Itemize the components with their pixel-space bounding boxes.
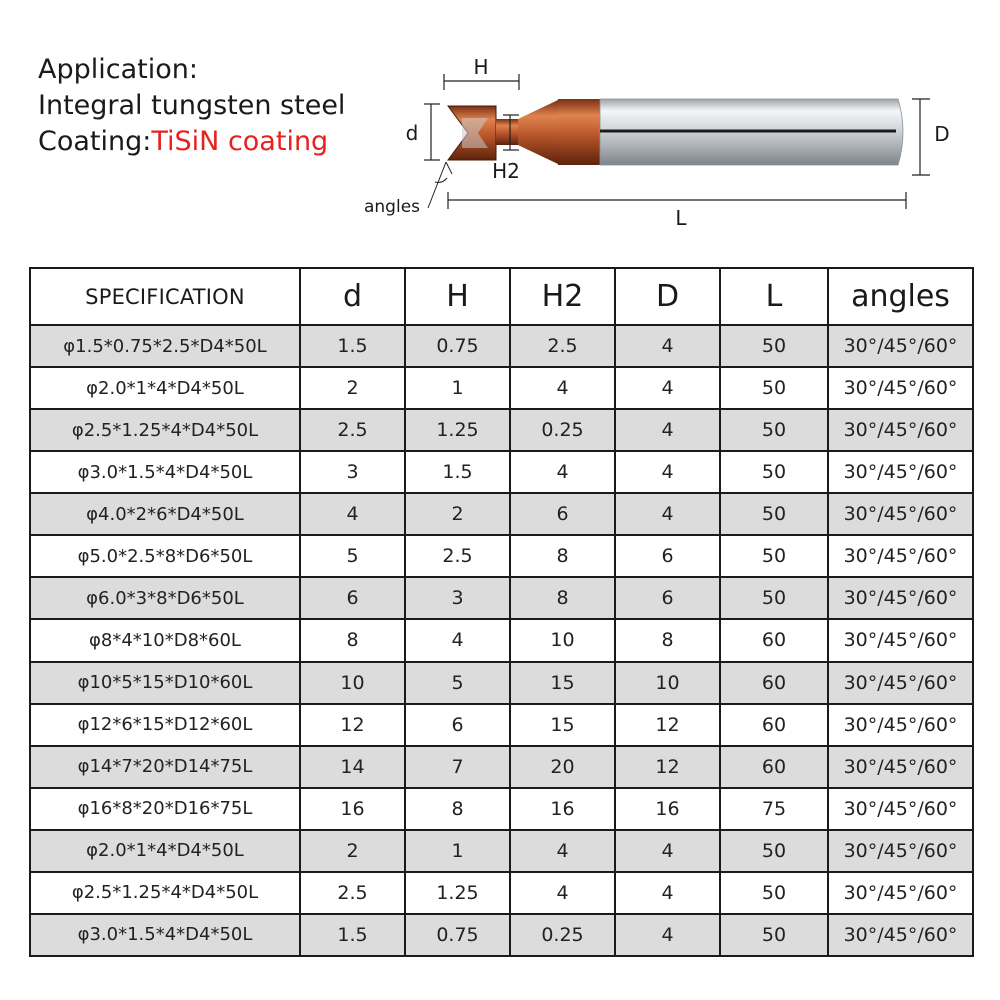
d-cell: 2.5 bbox=[300, 872, 405, 914]
l-cell: 60 bbox=[720, 746, 828, 788]
cutter-neck bbox=[496, 119, 518, 145]
table-row bbox=[30, 367, 973, 409]
l-cell: 50 bbox=[720, 409, 828, 451]
big-d-cell: 4 bbox=[615, 367, 720, 409]
table-row bbox=[30, 409, 973, 451]
angles-cell: 30°/45°/60° bbox=[828, 704, 973, 746]
big-d-cell: 4 bbox=[615, 914, 720, 956]
l-cell: 75 bbox=[720, 788, 828, 830]
d-cell: 16 bbox=[300, 788, 405, 830]
angles-cell: 30°/45°/60° bbox=[828, 619, 973, 661]
header-l: L bbox=[720, 268, 828, 325]
l-cell: 50 bbox=[720, 367, 828, 409]
coating-line bbox=[38, 124, 345, 160]
d-cell: 12 bbox=[300, 704, 405, 746]
h-cell: 2 bbox=[405, 493, 510, 535]
specification-table bbox=[29, 267, 974, 957]
spec-cell: φ3.0*1.5*4*D4*50L bbox=[30, 451, 300, 493]
big-d-cell: 4 bbox=[615, 872, 720, 914]
table-header-row bbox=[30, 268, 973, 325]
h2-cell: 10 bbox=[510, 619, 615, 661]
table-row bbox=[30, 746, 973, 788]
l-label: L bbox=[675, 206, 687, 230]
h-cell: 1.25 bbox=[405, 872, 510, 914]
h2-cell: 8 bbox=[510, 577, 615, 619]
h2-cell: 4 bbox=[510, 830, 615, 872]
big-d-cell: 8 bbox=[615, 619, 720, 661]
angles-cell: 30°/45°/60° bbox=[828, 535, 973, 577]
big-d-cell: 12 bbox=[615, 704, 720, 746]
h-cell: 1 bbox=[405, 830, 510, 872]
h-cell: 1.25 bbox=[405, 409, 510, 451]
l-cell: 50 bbox=[720, 914, 828, 956]
angles-cell: 30°/45°/60° bbox=[828, 325, 973, 367]
application-heading: Application: bbox=[38, 54, 198, 85]
table-row bbox=[30, 830, 973, 872]
d-cell: 2 bbox=[300, 367, 405, 409]
h2-cell: 15 bbox=[510, 704, 615, 746]
spec-cell: φ4.0*2*6*D4*50L bbox=[30, 493, 300, 535]
big-d-cell: 4 bbox=[615, 830, 720, 872]
h2-cell: 8 bbox=[510, 535, 615, 577]
angles-cell: 30°/45°/60° bbox=[828, 872, 973, 914]
d-cell: 1.5 bbox=[300, 914, 405, 956]
h2-cell: 0.25 bbox=[510, 914, 615, 956]
big-d-cell: 10 bbox=[615, 662, 720, 704]
spec-cell: φ1.5*0.75*2.5*D4*50L bbox=[30, 325, 300, 367]
angles-cell: 30°/45°/60° bbox=[828, 788, 973, 830]
angles-cell: 30°/45°/60° bbox=[828, 367, 973, 409]
h-cell: 2.5 bbox=[405, 535, 510, 577]
d-label: d bbox=[405, 121, 419, 145]
angles-label: angles bbox=[363, 197, 421, 217]
table-row bbox=[30, 704, 973, 746]
l-cell: 50 bbox=[720, 830, 828, 872]
angles-cell: 30°/45°/60° bbox=[828, 409, 973, 451]
spec-cell: φ2.5*1.25*4*D4*50L bbox=[30, 409, 300, 451]
h2-cell: 4 bbox=[510, 872, 615, 914]
d-cell: 8 bbox=[300, 619, 405, 661]
table-row bbox=[30, 619, 973, 661]
big-d-cell: 16 bbox=[615, 788, 720, 830]
table-row bbox=[30, 872, 973, 914]
angles-cell: 30°/45°/60° bbox=[828, 746, 973, 788]
l-cell: 50 bbox=[720, 493, 828, 535]
d-cell: 10 bbox=[300, 662, 405, 704]
table-row bbox=[30, 325, 973, 367]
table-row bbox=[30, 914, 973, 956]
big-d-cell: 6 bbox=[615, 535, 720, 577]
header-h2: H2 bbox=[510, 268, 615, 325]
table-row bbox=[30, 451, 973, 493]
d-cell: 1.5 bbox=[300, 325, 405, 367]
big-d-cell: 4 bbox=[615, 451, 720, 493]
table-body bbox=[30, 325, 973, 956]
table-row bbox=[30, 662, 973, 704]
big-d-label: D bbox=[934, 122, 950, 146]
l-cell: 60 bbox=[720, 619, 828, 661]
h-cell: 5 bbox=[405, 662, 510, 704]
spec-cell: φ3.0*1.5*4*D4*50L bbox=[30, 914, 300, 956]
header-big-d: D bbox=[615, 268, 720, 325]
big-d-cell: 6 bbox=[615, 577, 720, 619]
h2-cell: 16 bbox=[510, 788, 615, 830]
h2-cell: 4 bbox=[510, 367, 615, 409]
big-d-cell: 4 bbox=[615, 325, 720, 367]
h-cell: 3 bbox=[405, 577, 510, 619]
d-cell: 14 bbox=[300, 746, 405, 788]
angles-cell: 30°/45°/60° bbox=[828, 577, 973, 619]
h-cell: 8 bbox=[405, 788, 510, 830]
spec-cell: φ12*6*15*D12*60L bbox=[30, 704, 300, 746]
coating-label: Coating: bbox=[38, 126, 152, 157]
spec-cell: φ5.0*2.5*8*D6*50L bbox=[30, 535, 300, 577]
angles-cell: 30°/45°/60° bbox=[828, 662, 973, 704]
table-row bbox=[30, 788, 973, 830]
spec-cell: φ6.0*3*8*D6*50L bbox=[30, 577, 300, 619]
h-label: H bbox=[473, 55, 489, 79]
spec-cell: φ16*8*20*D16*75L bbox=[30, 788, 300, 830]
l-cell: 50 bbox=[720, 325, 828, 367]
big-d-cell: 4 bbox=[615, 409, 720, 451]
application-info bbox=[38, 52, 345, 160]
d-cell: 2 bbox=[300, 830, 405, 872]
spec-cell: φ10*5*15*D10*60L bbox=[30, 662, 300, 704]
h2-label: H2 bbox=[492, 159, 520, 183]
coated-collar bbox=[558, 99, 600, 165]
header-d: d bbox=[300, 268, 405, 325]
l-cell: 60 bbox=[720, 704, 828, 746]
l-cell: 50 bbox=[720, 535, 828, 577]
h-cell: 6 bbox=[405, 704, 510, 746]
h2-cell: 6 bbox=[510, 493, 615, 535]
header-angles: angles bbox=[828, 268, 973, 325]
table-row bbox=[30, 535, 973, 577]
table-row bbox=[30, 493, 973, 535]
big-d-cell: 4 bbox=[615, 493, 720, 535]
l-cell: 60 bbox=[720, 662, 828, 704]
angles-cell: 30°/45°/60° bbox=[828, 830, 973, 872]
angles-cell: 30°/45°/60° bbox=[828, 451, 973, 493]
h-cell: 0.75 bbox=[405, 914, 510, 956]
big-d-cell: 12 bbox=[615, 746, 720, 788]
d-cell: 3 bbox=[300, 451, 405, 493]
d-cell: 5 bbox=[300, 535, 405, 577]
spec-cell: φ2.5*1.25*4*D4*50L bbox=[30, 872, 300, 914]
h2-cell: 2.5 bbox=[510, 325, 615, 367]
h-cell: 1.5 bbox=[405, 451, 510, 493]
h-cell: 0.75 bbox=[405, 325, 510, 367]
h2-cell: 4 bbox=[510, 451, 615, 493]
h-cell: 1 bbox=[405, 367, 510, 409]
d-cell: 6 bbox=[300, 577, 405, 619]
tool-diagram bbox=[340, 40, 1000, 240]
h2-cell: 15 bbox=[510, 662, 615, 704]
header-h: H bbox=[405, 268, 510, 325]
spec-cell: φ2.0*1*4*D4*50L bbox=[30, 367, 300, 409]
header-specification: SPECIFICATION bbox=[30, 268, 300, 325]
angles-cell: 30°/45°/60° bbox=[828, 493, 973, 535]
h-cell: 7 bbox=[405, 746, 510, 788]
material-text: Integral tungsten steel bbox=[38, 90, 346, 121]
d-cell: 2.5 bbox=[300, 409, 405, 451]
spec-cell: φ14*7*20*D14*75L bbox=[30, 746, 300, 788]
angles-cell: 30°/45°/60° bbox=[828, 914, 973, 956]
h2-cell: 20 bbox=[510, 746, 615, 788]
coating-value: TiSiN coating bbox=[151, 126, 329, 157]
table-row bbox=[30, 577, 973, 619]
l-cell: 50 bbox=[720, 577, 828, 619]
d-cell: 4 bbox=[300, 493, 405, 535]
h2-cell: 0.25 bbox=[510, 409, 615, 451]
spec-cell: φ2.0*1*4*D4*50L bbox=[30, 830, 300, 872]
l-cell: 50 bbox=[720, 872, 828, 914]
l-cell: 50 bbox=[720, 451, 828, 493]
spec-cell: φ8*4*10*D8*60L bbox=[30, 619, 300, 661]
h-cell: 4 bbox=[405, 619, 510, 661]
